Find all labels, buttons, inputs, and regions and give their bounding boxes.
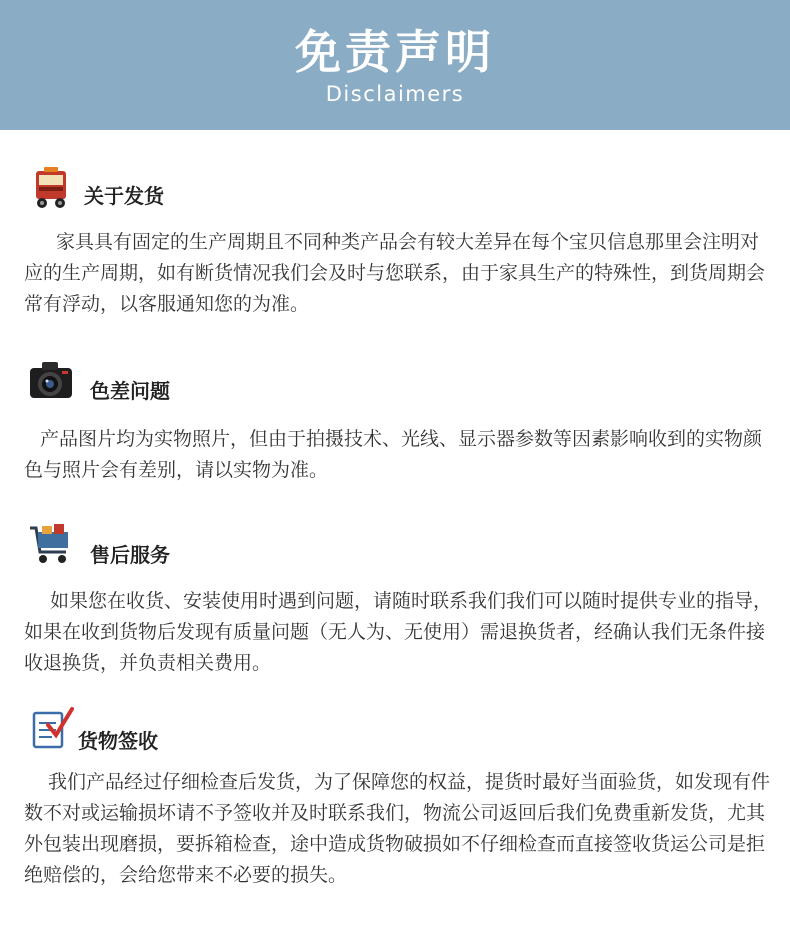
section-text: 如果您在收货、安装使用时遇到问题，请随时联系我们我们可以随时提供专业的指导，如果在收到货物后发现有质量问题（无人为、无使用）需退换货者，经确认我们无条件接收退换货，并负责相关费用。 <box>24 590 773 674</box>
header-banner <box>0 0 790 130</box>
section-text: 家具具有固定的生产周期且不同种类产品会有较大差异在每个宝贝信息那里会注明对应的生产周期，如有断货情况我们会及时与您联系，由于家具生产的特殊性，到货周期会常有浮动，以客服通知您的为准。 <box>24 231 766 315</box>
checklist-icon <box>28 705 74 751</box>
page-title: 免责声明 <box>295 25 495 79</box>
delivery-truck-icon <box>28 167 74 213</box>
camera-icon <box>28 358 74 404</box>
shopping-cart-icon <box>28 522 74 568</box>
section-title: 货物签收 <box>78 729 158 753</box>
section-title: 色差问题 <box>90 379 170 403</box>
page-subtitle: Disclaimers <box>325 82 465 106</box>
section-title: 售后服务 <box>90 543 170 567</box>
section-text: 产品图片均为实物照片，但由于拍摄技术、光线、显示器参数等因素影响收到的实物颜色与照片会有差别，请以实物为准。 <box>24 428 763 481</box>
section-title: 关于发货 <box>84 184 164 208</box>
section-text: 我们产品经过仔细检查后发货，为了保障您的权益，提货时最好当面验货，如发现有件数不对或运输损坏请不予签收并及时联系我们，物流公司返回后我们免费重新发货，尤其外包装出现磨损，要拆箱检查，途中造成货物破损如不仔细检查而直接签收货运公司是拒绝赔偿的，会给您带来不必要的损失。 <box>24 771 771 886</box>
